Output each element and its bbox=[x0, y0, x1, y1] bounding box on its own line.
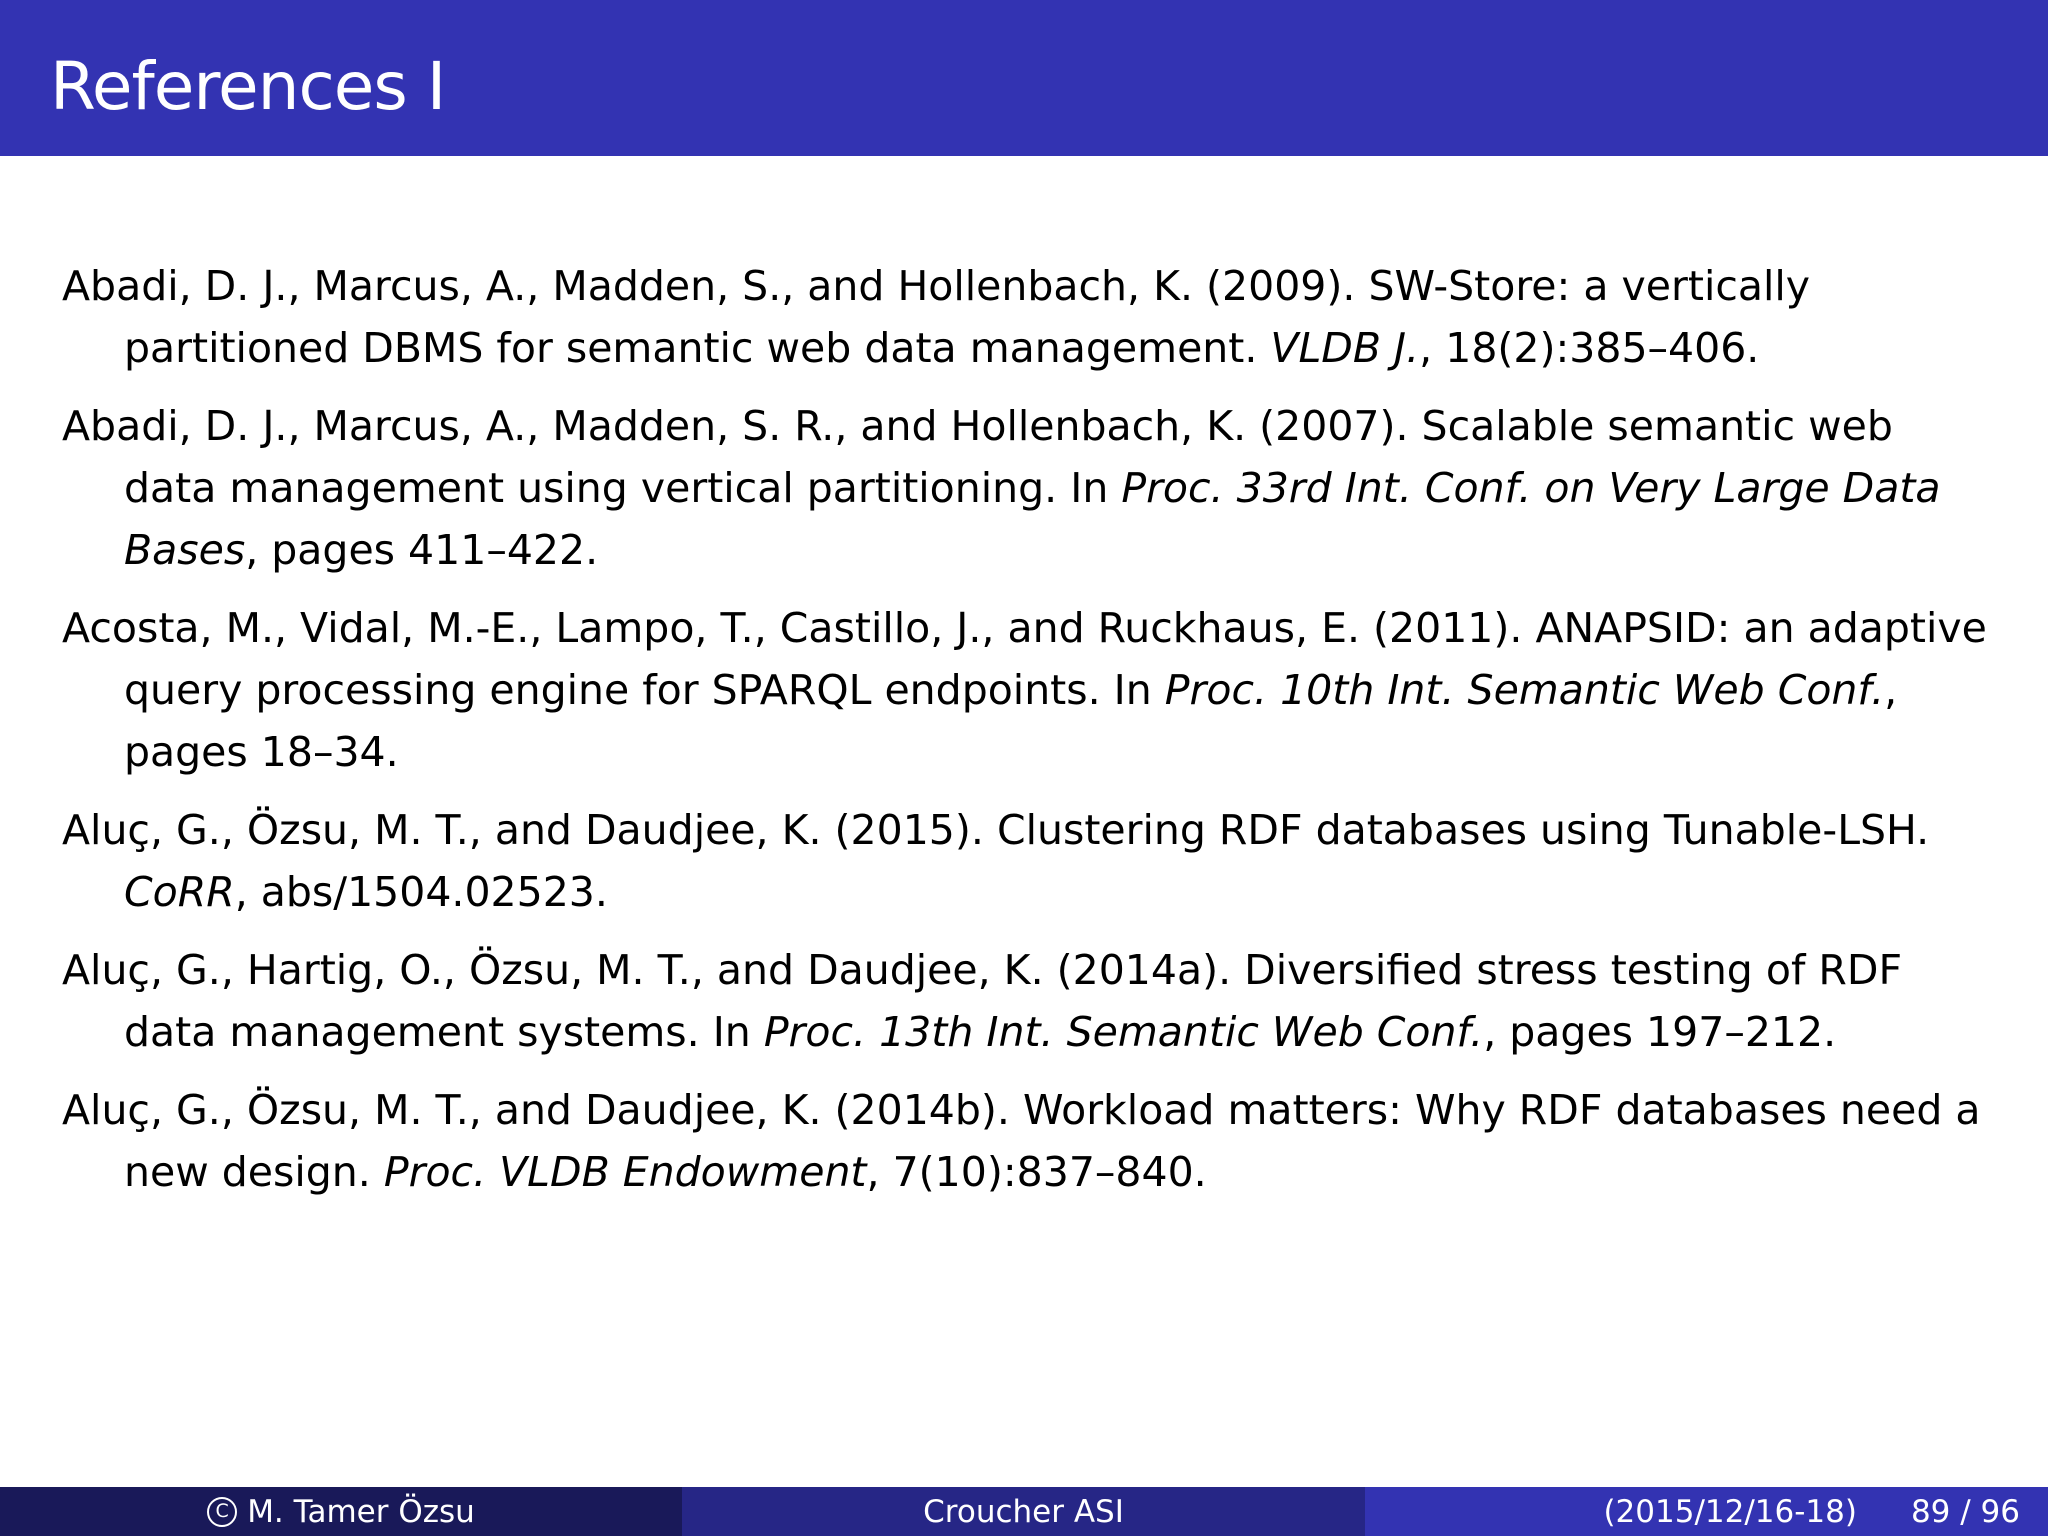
reference-item bbox=[62, 255, 1992, 379]
reference-details: , 7(10):837–840. bbox=[866, 1148, 1207, 1196]
copyright-icon: C bbox=[207, 1497, 237, 1527]
reference-venue: CoRR bbox=[124, 868, 235, 916]
reference-venue: VLDB J. bbox=[1270, 324, 1420, 372]
reference-venue: Proc. 13th Int. Semantic Web Conf. bbox=[763, 1008, 1484, 1056]
footer-event-cell bbox=[682, 1487, 1365, 1536]
footer-author: M. Tamer Özsu bbox=[247, 1493, 475, 1530]
reference-authors: Aluç, G., Özsu, M. T., and Daudjee, K. (2014b). Workload matters: Why RDF databases need a new design. bbox=[62, 1086, 1981, 1196]
reference-details: , pages 18–34. bbox=[124, 666, 1898, 776]
reference-details: , 18(2):385–406. bbox=[1419, 324, 1760, 372]
reference-item bbox=[62, 1079, 1992, 1203]
reference-details: , pages 197–212. bbox=[1483, 1008, 1837, 1056]
slide-title: References I bbox=[50, 48, 446, 125]
reference-authors: Abadi, D. J., Marcus, A., Madden, S. R., and Hollenbach, K. (2007). Scalable semantic web data management using vertical partitioning. In bbox=[62, 402, 1893, 512]
reference-item bbox=[62, 939, 1992, 1063]
reference-item bbox=[62, 799, 1992, 923]
footer-event: Croucher ASI bbox=[923, 1493, 1124, 1530]
footer-date: (2015/12/16-18) bbox=[1603, 1493, 1857, 1530]
reference-item bbox=[62, 597, 1992, 783]
footer-author-cell bbox=[0, 1487, 682, 1536]
reference-authors: Abadi, D. J., Marcus, A., Madden, S., and Hollenbach, K. (2009). SW-Store: a vertically partitioned DBMS for semantic web data management. bbox=[62, 262, 1811, 372]
reference-authors: Aluç, G., Hartig, O., Özsu, M. T., and Daudjee, K. (2014a). Diversified stress testing of RDF data management systems. In bbox=[62, 946, 1903, 1056]
reference-venue: Proc. 10th Int. Semantic Web Conf. bbox=[1164, 666, 1885, 714]
reference-list bbox=[62, 255, 1992, 1219]
reference-authors: Acosta, M., Vidal, M.-E., Lampo, T., Castillo, J., and Ruckhaus, E. (2011). ANAPSID: an adaptive query processing engine for SPARQL endpoints. In bbox=[62, 604, 1987, 714]
slide-title-bar bbox=[0, 0, 2048, 156]
slide-footer bbox=[0, 1487, 2048, 1536]
reference-authors: Aluç, G., Özsu, M. T., and Daudjee, K. (2015). Clustering RDF databases using Tunable-LSH. bbox=[62, 806, 1930, 854]
reference-venue: Proc. VLDB Endowment bbox=[383, 1148, 867, 1196]
reference-venue: Proc. 33rd Int. Conf. on Very Large Data Bases bbox=[124, 464, 1941, 574]
reference-details: , abs/1504.02523. bbox=[234, 868, 608, 916]
page-number: 89 / 96 bbox=[1910, 1493, 2020, 1530]
footer-date-cell bbox=[1365, 1487, 2048, 1536]
reference-item bbox=[62, 395, 1992, 581]
reference-details: , pages 411–422. bbox=[245, 526, 599, 574]
